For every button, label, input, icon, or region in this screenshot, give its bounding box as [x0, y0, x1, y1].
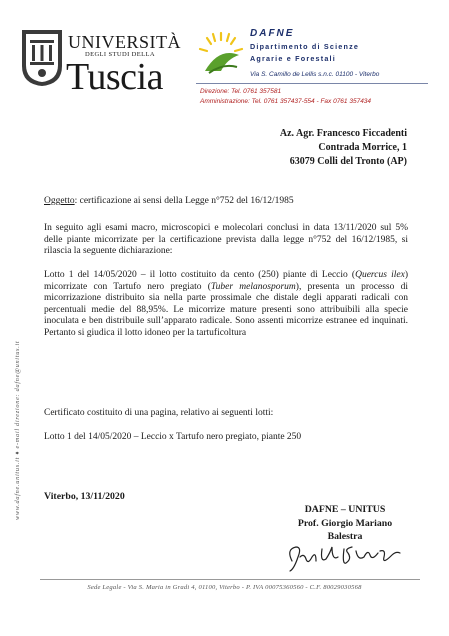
lot-description-paragraph: [44, 270, 408, 340]
recipient-city: 63079 Colli del Tronto (AP): [289, 156, 407, 167]
sun-leaf-logo: [197, 29, 245, 77]
signatory-surname: Balestra: [327, 531, 363, 542]
subject-label: Oggetto: [44, 196, 75, 206]
species-tuber: Tuber melanosporum: [210, 281, 296, 292]
university-city: Tuscia: [66, 56, 163, 98]
signatory-department: DAFNE – UNITUS: [304, 504, 386, 515]
certificate-lot: Lotto 1 del 14/05/2020 – Leccio x Tartufo nero pregiato, piante 250: [44, 432, 302, 442]
university-subtitle: DEGLI STUDI DELLA: [85, 51, 155, 58]
lot-text-c: ), presenta un processo di micorrizazione distribuito sia nella parte prossimale che distale degli apparati radicali con percentuali medie del 88,95%. Le micorrize mature presenti sono attribuibili alla specie inoculata e ben distribuile sull’apparato radicale. Sono assenti micorrize estranee ed inquinati. Pertanto si giudica il lotto idoneo per la tartuficoltura: [44, 281, 408, 338]
intro-paragraph: In seguito agli esami macro, microscopici e molecolari conclusi in data 13/11/2020 sul 5% delle piante micorrizate per la certificazione prevista dalla legge n°752 del 16/12/1985, si rilascia la seguente dichiarazione:: [44, 223, 408, 257]
recipient-name: Az. Agr. Francesco Ficcadenti: [279, 128, 407, 139]
side-contact-text: www.dafne.unitus.it ♦ e-mail direzione: dafne@unitus.it: [14, 340, 21, 520]
species-quercus: Quercus ilex: [355, 270, 405, 280]
department-direction-phone: Direzione: Tel. 0761 357581: [200, 88, 282, 95]
recipient-street: Contrada Morrice, 1: [318, 142, 407, 153]
department-name-line2: Agrarie e Forestali: [250, 54, 336, 63]
subject-text: : certificazione ai sensi della Legge n°752 del 16/12/1985: [74, 196, 294, 206]
footer-legal-info: Sede Legale - Via S. Maria in Gradi 4, 01100, Viterbo - P. IVA 00075360560 - C.F. 80029030568: [87, 584, 362, 591]
signatory-name: Prof. Giorgio Mariano: [297, 518, 393, 529]
university-name: UNIVERSITÀ: [68, 32, 181, 52]
subject-line: [44, 196, 408, 208]
university-seal-logo: [20, 28, 64, 88]
lot-text-a: Lotto 1 del 14/05/2020 – il lotto costituito da cento (250) piante di Leccio (: [44, 270, 356, 280]
department-name-line1: Dipartimento di Scienze: [250, 42, 360, 51]
handwritten-signature: [282, 539, 404, 575]
lot-text-b: ) micorrizate con Tartufo nero pregiato (: [44, 270, 408, 292]
department-administration-contacts: Amministrazione: Tel. 0761 357437-554 - Fax 0761 357434: [200, 98, 372, 105]
department-acronym: DAFNE: [250, 28, 295, 39]
certificate-intro: Certificato costituito di una pagina, relativo ai seguenti lotti:: [44, 408, 274, 418]
place-date: Viterbo, 13/11/2020: [44, 491, 125, 502]
department-address: Via S. Camillo de Lellis s.n.c. 01100 - Viterbo: [250, 71, 380, 78]
footer-divider: [40, 579, 420, 580]
header-divider: [196, 83, 428, 84]
